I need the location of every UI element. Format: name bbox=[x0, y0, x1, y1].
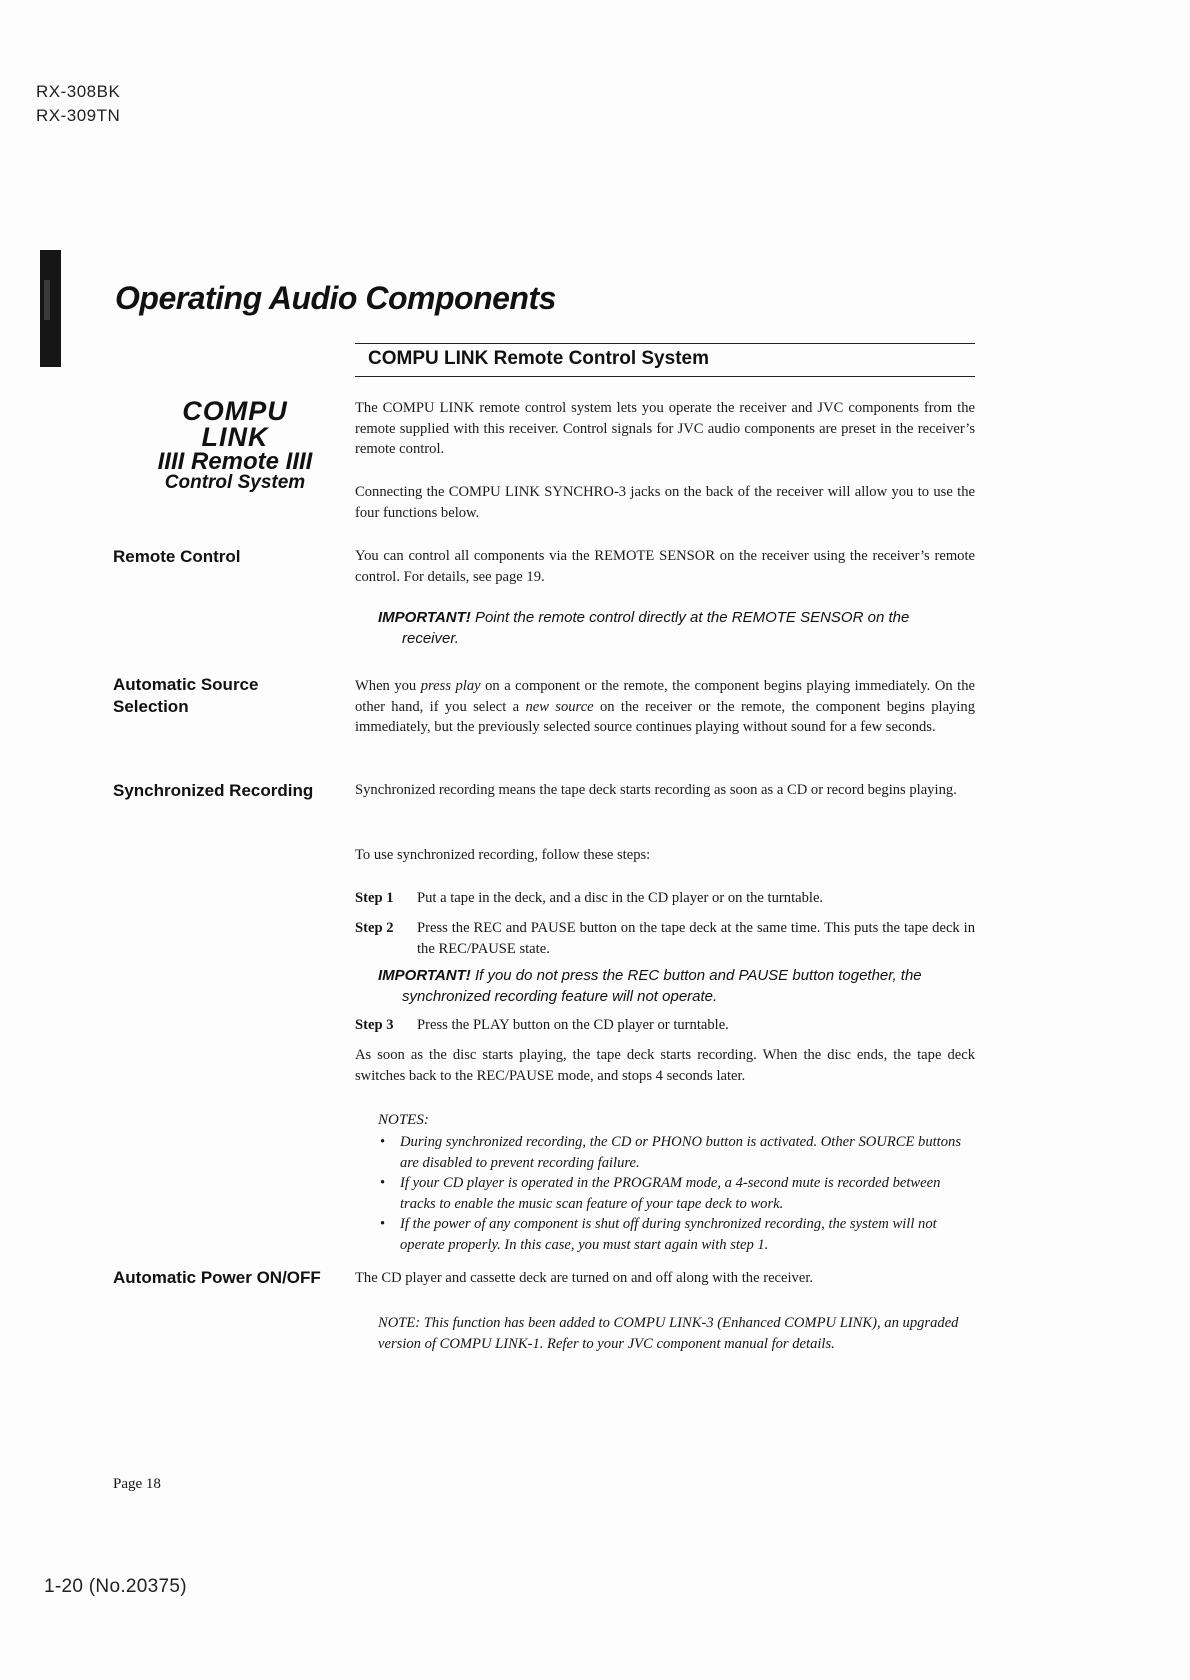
step-1 bbox=[355, 888, 975, 909]
auto-power-text: The CD player and cassette deck are turned on and off along with the receiver. bbox=[355, 1270, 814, 1286]
sync-recording-important bbox=[378, 966, 938, 1007]
auto-source-text bbox=[355, 676, 975, 738]
auto-power-label: Automatic Power ON/OFF bbox=[113, 1268, 321, 1287]
section-tab-marker bbox=[40, 250, 61, 367]
sync-recording-label: Synchronized Recording bbox=[113, 781, 314, 800]
auto-source-label bbox=[113, 674, 258, 718]
important-label: IMPORTANT! bbox=[378, 609, 471, 626]
note-item: • If the power of any component is shut off during synchronized recording, the system will not operate properly. In this case, you must start again with step 1. bbox=[378, 1214, 973, 1255]
step-3 bbox=[355, 1015, 975, 1036]
step-1-label: Step 1 bbox=[355, 890, 394, 906]
step-3-label: Step 3 bbox=[355, 1017, 394, 1033]
auto-source-emphasis-1: press play bbox=[420, 678, 481, 694]
important-text-cont: synchronized recording feature will not operate. bbox=[402, 987, 718, 1005]
auto-source-label-line-1: Automatic Source bbox=[113, 675, 259, 694]
model-number-1: RX-308BK bbox=[36, 82, 121, 101]
sync-recording-paragraph-1: Synchronized recording means the tape deck starts recording as soon as a CD or record begins playing. bbox=[355, 782, 957, 798]
page-title: Operating Audio Components bbox=[115, 280, 556, 316]
step-3-text: Press the PLAY button on the CD player or turntable. bbox=[417, 1017, 729, 1033]
auto-source-text-3: on the receiver or the remote, the component begins playing immediately, but the previously selected source continues playing without sound for a few seconds. bbox=[355, 698, 975, 735]
logo-line-1: COMPU LINK bbox=[182, 396, 288, 452]
page-number: Page 18 bbox=[113, 1476, 161, 1492]
important-text: Point the remote control directly at the REMOTE SENSOR on the bbox=[474, 609, 910, 626]
important-label: IMPORTANT! bbox=[378, 967, 471, 984]
remote-control-important bbox=[378, 608, 938, 649]
auto-source-text-2: on a component or the remote, the component begins playing immediately. On the other hand, if you select a bbox=[355, 678, 975, 715]
auto-source-label-line-2: Selection bbox=[113, 697, 189, 716]
note-item: • During synchronized recording, the CD or PHONO button is activated. Other SOURCE buttons are disabled to prevent recording failure. bbox=[378, 1132, 973, 1173]
auto-source-emphasis-2: new source bbox=[525, 698, 594, 715]
section-bottom-rule bbox=[355, 376, 975, 377]
remote-control-text: You can control all components via the REMOTE SENSOR on the receiver using the receiver’s remote control. For details, see page 19. bbox=[355, 548, 975, 585]
document-number: 1-20 (No.20375) bbox=[44, 1576, 187, 1597]
auto-source-text-1: When you bbox=[355, 678, 421, 694]
logo-line-3: Control System bbox=[164, 472, 306, 493]
notes-title: NOTES: bbox=[378, 1112, 429, 1128]
compu-link-logo bbox=[145, 398, 325, 492]
important-text: If you do not press the REC button and PAUSE button together, the bbox=[474, 967, 922, 984]
note-item: • If your CD player is operated in the PROGRAM mode, a 4-second mute is recorded between tracks to enable the music scan feature of your tape deck to work. bbox=[378, 1173, 973, 1214]
notes-list bbox=[378, 1132, 973, 1255]
step-2-text: Press the REC and PAUSE button on the tape deck at the same time. This puts the tape deck in the REC/PAUSE state. bbox=[417, 920, 975, 957]
model-number-2: RX-309TN bbox=[36, 106, 121, 125]
intro-paragraph-2: Connecting the COMPU LINK SYNCHRO-3 jacks on the back of the receiver will allow you to use the four functions below. bbox=[355, 484, 975, 521]
sync-recording-paragraph-2: To use synchronized recording, follow these steps: bbox=[355, 847, 651, 863]
section-top-rule bbox=[355, 343, 975, 344]
auto-power-note: NOTE: This function has been added to COMPU LINK-3 (Enhanced COMPU LINK), an upgraded version of COMPU LINK-1. Refer to your JVC component manual for details. bbox=[378, 1315, 959, 1352]
logo-line-2: IIII Remote IIII bbox=[157, 448, 313, 475]
section-heading: COMPU LINK Remote Control System bbox=[368, 348, 709, 369]
remote-control-label: Remote Control bbox=[113, 547, 241, 566]
step-2 bbox=[355, 918, 975, 959]
step-1-text: Put a tape in the deck, and a disc in the CD player or on the turntable. bbox=[417, 890, 824, 906]
important-text-cont: receiver. bbox=[402, 629, 459, 647]
step-2-label: Step 2 bbox=[355, 920, 394, 936]
sync-recording-paragraph-3: As soon as the disc starts playing, the tape deck starts recording. When the disc ends, the tape deck switches back to the REC/PAUSE mode, and stops 4 seconds later. bbox=[355, 1047, 975, 1084]
intro-paragraph-1: The COMPU LINK remote control system lets you operate the receiver and JVC components from the remote supplied with this receiver. Control signals for JVC audio components are preset in the receiver’s remote control. bbox=[355, 400, 975, 457]
